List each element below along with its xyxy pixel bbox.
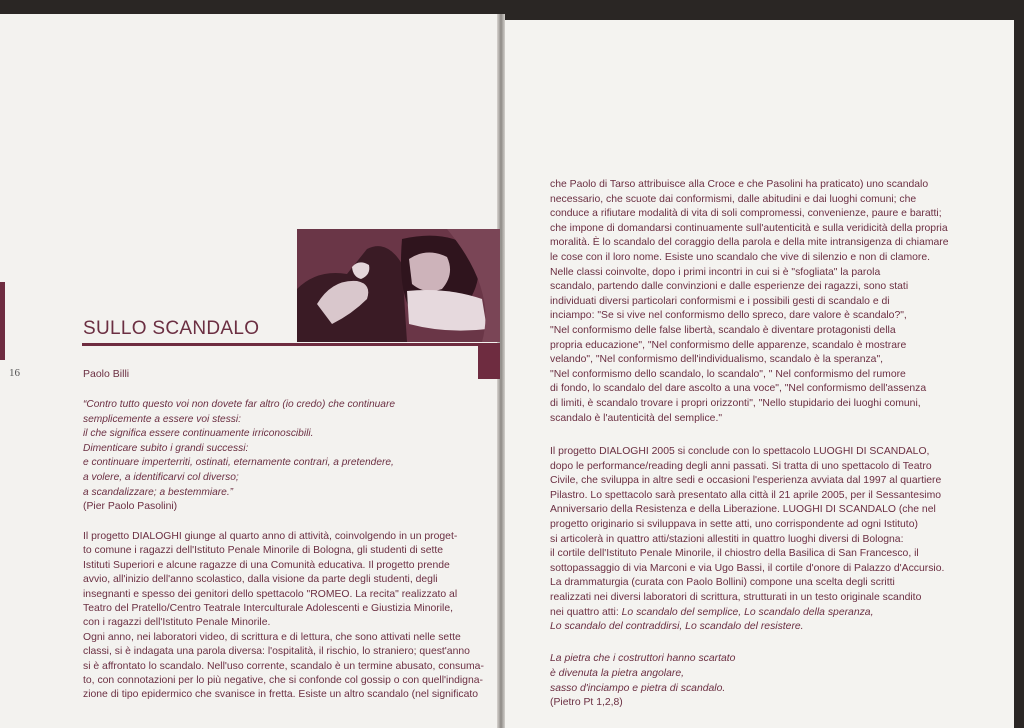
body-line: to comune i ragazzi dell'Istituto Penale Minorile di Bologna, gli studenti di sette	[83, 545, 444, 557]
quote-line: è divenuta la pietra angolare,	[550, 668, 685, 679]
body-line: dopo le performance/reading degli anni passati. Si tratta di uno spettacolo di Teatro	[550, 460, 932, 472]
body-line: di limiti, è scandalo trovare i propri orizzonti", "Nello stupidario dei luoghi comuni,	[550, 397, 921, 409]
body-line-start: nei quattro atti:	[550, 606, 622, 618]
closing-quote	[550, 651, 735, 696]
right-paragraph-1	[550, 178, 949, 426]
body-line: realizzati nei diversi laboratori di scrittura, strutturati in un testo originale scandito	[550, 591, 922, 603]
body-line: Il progetto DIALOGHI giunge al quarto anno di attività, coinvolgendo in un proget-	[83, 531, 458, 542]
body-line: scandalo è l'autenticità del semplice."	[550, 412, 723, 424]
act-titles-line: Lo scandalo del contraddirsi, Lo scandalo del resistere.	[550, 621, 804, 633]
body-line: le cose con il loro nome. Esiste uno scandalo che vive di silenzio e non di clamore.	[550, 251, 931, 263]
body-line: zione di tipo epidermico che svanisce in fretta. Esiste un altro scandalo (nel significato	[83, 689, 479, 701]
photo-image	[297, 229, 500, 342]
body-line: Ogni anno, nei laboratori video, di scrittura e di lettura, che sono attivati nelle sette	[83, 631, 461, 643]
quote-line: La pietra che i costruttori hanno scartato	[550, 653, 736, 664]
body-line: inciampo: "Se si vive nel conformismo dello spreco, dare valore è scandalo?",	[550, 310, 907, 322]
body-line: che impone di domandarsi continuamente sull'autenticità e sulla veridicità della propria	[550, 222, 948, 234]
body-line: progetto originario si sviluppava in sette atti, uno corrispondente ad ogni Istituto)	[550, 518, 918, 530]
header-photo	[297, 229, 500, 342]
body-line: si articolerà in quattro atti/stazioni allestiti in quattro luoghi diversi di Bologna:	[550, 533, 904, 545]
page-edge-tab	[0, 282, 5, 360]
epigraph-line: semplicemente a essere voi stessi:	[83, 413, 241, 425]
body-line: "Nel conformismo dello scandalo, lo scandalo", " Nel conformismo del rumore	[550, 368, 906, 380]
article-title: SULLO SCANDALO	[83, 318, 260, 339]
body-line: avvio, all'inizio dell'anno scolastico, dalla visione da parte degli studenti, degli	[83, 574, 438, 586]
body-line: individuati diversi particolari conformismi e i possibili gesti di scandalo e di	[550, 295, 890, 307]
epigraph-quote	[83, 398, 395, 500]
body-line: "Nel conformismo delle false libertà, scandalo è diventare protagonisti della	[550, 324, 896, 336]
body-line: scandalo, partendo dalle convinzioni e dalle esperienze dei ragazzi, sono stati	[550, 281, 909, 293]
body-line: moralità. È lo scandalo del coraggio della parola e della mite intransigenza di chiamare	[550, 237, 949, 249]
epigraph-source: (Pier Paolo Pasolini)	[83, 501, 178, 512]
epigraph-line: e continuare imperterriti, ostinati, eternamente contrari, a pretendere,	[83, 457, 394, 469]
body-line: Civile, che sviluppa in altre sedi e occasioni l'esperienza avviata dal 1997 al quartiere	[550, 475, 942, 487]
body-line: Anniversario della Resistenza e della Liberazione. LUOGHI DI SCANDALO (che nel	[550, 504, 936, 516]
act-titles: Lo scandalo del semplice, Lo scandalo della speranza,	[621, 606, 874, 618]
quote-line: sasso d'inciampo e pietra di scandalo.	[550, 683, 726, 694]
body-line: di fondo, lo scandalo del dare ascolto a una voce", "Nel conformismo dell'assenza	[550, 383, 927, 395]
body-line: con i ragazzi dell'Istituto Penale Minorile.	[83, 617, 271, 629]
body-line: velando", "Nel conformismo dell'individualismo, scandalo è la speranza",	[550, 354, 884, 366]
body-line: si è affrontato lo scandalo. Nell'uso corrente, scandalo è un termine abusato, consuma-	[83, 660, 484, 672]
left-body-text	[83, 530, 484, 703]
epigraph-line: Dimenticare subito i grandi successi:	[83, 442, 249, 454]
epigraph-line: a scandalizzare; a bestemmiare.”	[83, 486, 234, 498]
epigraph-line: “Contro tutto questo voi non dovete far altro (io credo) che continuare	[83, 399, 396, 410]
body-line	[550, 606, 944, 621]
accent-block	[478, 345, 500, 379]
epigraph-line: a volere, a identificarvi col diverso;	[83, 471, 239, 483]
body-line: Il progetto DIALOGHI 2005 si conclude con lo spettacolo LUOGHI DI SCANDALO,	[550, 446, 930, 457]
body-line: che Paolo di Tarso attribuisce alla Croce e che Pasolini ha praticato) uno scandalo	[550, 179, 929, 190]
body-line: to, con connotazioni per lo più negative, che si confonde col gossip o con quell'indigna-	[83, 675, 483, 687]
scan-right-border	[1014, 14, 1024, 728]
body-line: Istituti Superiori e alcune ragazze di una Comunità educativa. Il progetto prende	[83, 559, 450, 571]
body-line: La drammaturgia (curata con Paolo Bollini) compone una scelta degli scritti	[550, 577, 895, 589]
author-name: Paolo Billi	[83, 368, 130, 380]
body-line: conduce a rifiutare modalità di vita di soli compromessi, convenienze, paure e baratti;	[550, 208, 942, 220]
body-line: classi, si è indagata una parola diversa: l'ospitalità, il rischio, lo straniero; quest'anno	[83, 646, 470, 658]
right-paragraph-2	[550, 445, 944, 635]
title-rule	[82, 343, 500, 346]
epigraph-line: il che significa essere continuamente irriconoscibili.	[83, 428, 314, 440]
body-line: necessario, che scuote dai conformismi, dalle abitudini e dai luoghi comuni; che	[550, 193, 917, 205]
closing-quote-source: (Pietro Pt 1,2,8)	[550, 697, 623, 708]
page-number: 16	[9, 367, 20, 379]
body-line: Teatro del Pratello/Centro Teatrale Interculturale Adolescenti e Giustizia Minorile,	[83, 603, 454, 615]
body-line: sottopassaggio di via Marconi e via Ugo Bassi, il cortile d'onore di Palazzo d'Accursio.	[550, 562, 945, 574]
body-line: Nelle classi coinvolte, dopo i primi incontri in cui si è "sfogliata" la parola	[550, 266, 881, 278]
body-line: il cortile dell'Istituto Penale Minorile, il chiostro della Basilica di San Francesco, il	[550, 548, 919, 560]
body-line: Pilastro. Lo spettacolo sarà presentato alla città il 21 aprile 2005, per il Sessantesimo	[550, 489, 942, 501]
body-line: insegnanti e spesso dei genitori dello spettacolo "ROMEO. La recita" realizzato al	[83, 588, 458, 600]
body-line: propria educazione", "Nel conformismo delle apparenze, scandalo è mostrare	[550, 339, 907, 351]
